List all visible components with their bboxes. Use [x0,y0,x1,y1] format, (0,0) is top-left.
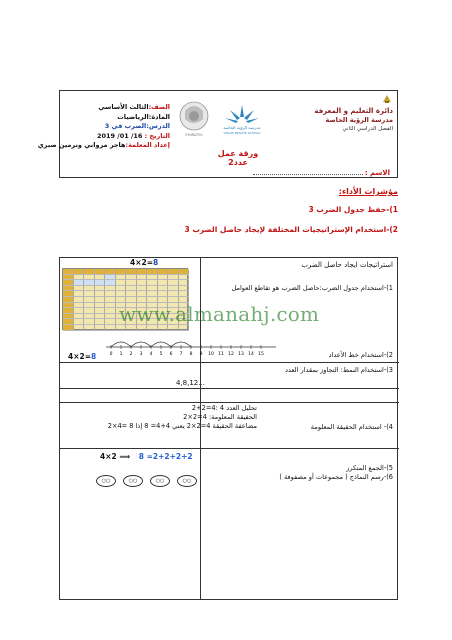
indicator-item: 1)-حفظ جدول الضرب 3 [308,205,398,214]
grid-cell [63,325,74,331]
subject-value: الرياضيات [117,112,149,121]
row-divider [60,402,399,403]
equation-answer: 8 =2+2+2+2 [138,452,193,461]
grid-cell [74,325,85,331]
number-line-label: 0 [109,352,113,357]
semester: الفصل الدراسي الثاني [342,126,393,132]
group-oval: ○○ [177,475,197,487]
number-line-label: 7 [179,352,183,357]
number-line-label: 10 [208,352,214,357]
school-portrait-logo [173,99,215,139]
grade-value: الثالث الأساسي [98,103,149,111]
name-label: الاسم : [364,169,390,177]
school-name: مدرسة الرؤية الخاصة [325,116,393,124]
number-line-label: 12 [228,352,234,357]
worksheet-header [37,90,398,178]
example-line: تحليل العدد 4 :4=2+2 [191,404,257,412]
equation-answer: 8 [91,352,97,361]
student-name-row [210,169,390,177]
number-line-label: 6 [169,352,173,357]
equation-prefix: 4×2 [100,452,117,461]
group-oval: ○○ [96,475,116,487]
grid-cell [84,325,95,331]
teacher-label: إعداد المعلمة: [125,141,170,149]
indicator-item: 2)-استخدام الإستراتيجيات المختلفة لإيجاد حاصل الضرب 3 [184,225,398,234]
performance-indicators [59,186,398,238]
strategy-text: 4)- استخدام الحقيقة المعلومة [310,423,393,431]
number-line-label: 2 [129,352,133,357]
svg-text:EMIRATES: EMIRATES [185,133,203,137]
group-oval: ○○ [150,475,170,487]
table-heading: استراتيجات ايجاد حاصل الضرب [301,261,393,269]
number-line-label: 9 [199,352,203,357]
equation-answer: 8 [153,258,159,267]
vision-logo-arabic: مدرسة الرؤية الخاصة [223,125,261,130]
grid-cell [95,325,106,331]
strategy-text: 5)-الجمع المتكرر [346,464,393,472]
number-line-label: 5 [159,352,163,357]
group-models [96,475,197,487]
lesson-info [37,103,170,151]
ministry-name: دائرة التعليم و المعرفة [314,107,393,115]
example-equation [68,352,96,361]
vision-logo-english: VISION PRIVATE SCHOOL [223,131,261,135]
pattern-example: 4,8,12... [176,379,205,387]
strategy-text: 2)-استخدام خط الأعداد [328,351,393,359]
number-line-label: 13 [238,352,244,357]
name-field[interactable] [253,169,363,175]
number-line-label: 1 [119,352,123,357]
equation-prefix: 4×2= [130,258,154,267]
date-label: التاريخ : [144,131,170,140]
strategy-text: 3)-استخدام النمط: التجاوز بمقدار العدد [285,366,393,374]
example-line: مضاعفة الحقيقة 4=2×2 يعني 4+4= 8 إذا 8 =4×2 [107,422,257,430]
number-line-label: 14 [248,352,254,357]
indicators-title: مؤشرات الأداء: [338,187,398,196]
watermark-text: www.almanahj.com [119,302,320,326]
number-line [101,335,281,359]
equation-prefix: 4×2= [68,352,92,361]
strategy-text: 6)-رسم النماذج ( مجموعات أو مصفوفة ) [279,473,393,481]
repeated-addition-example [100,452,193,461]
example-line: الحقيقة المعلومة: 4=2×2 [183,413,257,421]
grid-cell [105,325,116,331]
example-equation [130,258,158,267]
lesson-value: الضرب في 3 [104,122,147,130]
grade-label: الصف: [148,103,170,111]
number-line-label: 8 [189,352,193,357]
number-line-label: 15 [258,352,264,357]
number-line-label: 4 [149,352,153,357]
row-divider [60,388,399,389]
vision-school-logo [220,101,264,137]
school-info [295,103,393,133]
known-fact-example [72,404,257,431]
worksheet-title: ورقة عمل عدد2 [217,149,259,167]
arrow-icon: ⟹ [119,452,131,461]
row-divider [60,362,399,363]
strategy-list [203,464,393,482]
subject-label: المادة: [148,112,170,121]
group-oval: ○○ [123,475,143,487]
teacher-value: هاجر مرواني ونرمين صبري [37,141,126,149]
number-line-label: 11 [218,352,224,357]
row-divider [60,448,399,449]
number-line-label: 3 [139,352,143,357]
strategy-text: 1)-استخدام جدول الضرب:حاصل الضرب هو تقاطع العوامل [231,284,393,292]
date-value: 16/ 01/ 2019 [96,131,143,140]
lesson-label: الدرس: [146,122,170,130]
